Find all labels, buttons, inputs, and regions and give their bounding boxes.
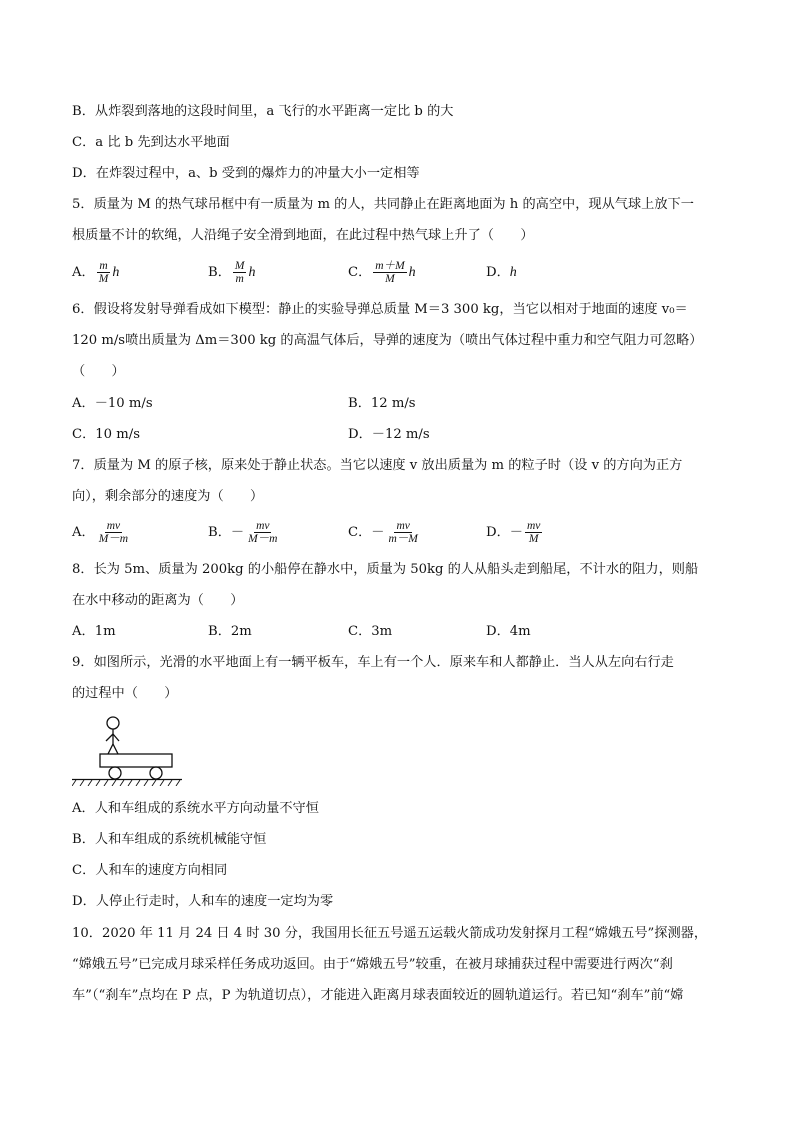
q5-option-b: B． $\frac{M}{m}$ h [208, 260, 256, 285]
cart-person-figure [72, 712, 182, 786]
q8-option-a: A．1m [72, 624, 116, 639]
q6-stem-line2: 120 m/s喷出质量为 Δm＝300 kg 的高温气体后，导弹的速度为（喷出气体过程中重力和空气阻力可忽略） [72, 333, 703, 348]
q4-option-d: D．在炸裂过程中，a、b 受到的爆炸力的冲量大小一定相等 [72, 166, 420, 181]
fraction: $\frac{mv}{m-M}$ [388, 520, 418, 545]
q6-stem-line1: 6．假设将发射导弹看成如下模型：静止的实验导弹总质量 M＝3 300 kg，当它以相对于地面的速度 v₀＝ [72, 302, 688, 317]
q8-option-c: C．3m [348, 624, 393, 639]
q6-stem-line3: （ ） [72, 364, 125, 379]
q7-option-d: D．－ $\frac{mv}{M}$ [486, 520, 541, 545]
q10-stem-line2: “嫦娥五号”已完成月球采样任务成功返回。由于“嫦娥五号”较重，在被月球捕获过程中需要进行两次“刹 [72, 957, 673, 972]
q5-stem-line1: 5．质量为 M 的热气球吊框中有一质量为 m 的人，共同静止在距离地面为 h 的高空中，现从气球上放下一 [72, 197, 694, 212]
q8-stem-line2: 在水中移动的距离为（ ） [72, 593, 244, 608]
q7-option-b: B．－ $\frac{mv}{M-m}$ [208, 520, 278, 545]
q9-option-a: A．人和车组成的系统水平方向动量不守恒 [72, 801, 319, 816]
cart-wheel-right [150, 767, 162, 779]
q5-option-d: D．h [486, 265, 517, 280]
q5-option-a: A． $\frac{m}{M}$ h [72, 260, 120, 285]
q9-option-d: D．人停止行走时，人和车的速度一定均为零 [72, 894, 334, 909]
fraction: $\frac{mv}{M}$ [526, 520, 541, 545]
q6-option-a: A．－10 m/s [72, 396, 153, 411]
fraction: $\frac{M}{m}$ [234, 260, 245, 285]
q8-option-b: B．2m [208, 624, 252, 639]
q9-option-b: B．人和车组成的系统机械能守恒 [72, 832, 267, 847]
q7-stem-line1: 7．质量为 M 的原子核，原来处于静止状态。当它以速度 v 放出质量为 m 的粒子时（设 v 的方向为正方 [72, 458, 683, 473]
fraction: $\frac{mv}{M-m}$ [98, 520, 129, 545]
q6-option-b: B．12 m/s [348, 396, 416, 411]
q5-stem-line2: 根质量不计的软绳，人沿绳子安全滑到地面，在此过程中热气球上升了（ ） [72, 228, 534, 243]
ground-hatching [72, 780, 180, 786]
q7-option-c: C．－ $\frac{mv}{m-M}$ [348, 520, 418, 545]
person-head [107, 717, 119, 729]
person-arm-left [106, 734, 113, 741]
q7-stem-line2: 向），剩余部分的速度为（ ） [72, 489, 264, 504]
person-leg-left [108, 744, 113, 754]
cart-wheel-left [109, 767, 121, 779]
q10-stem-line3: 车”（“刹车”点均在 P 点，P 为轨道切点），才能进入距离月球表面较近的圆轨道运行。若已知“刹车”前“嫦 [72, 988, 684, 1003]
fraction: $\frac{mv}{M-m}$ [248, 520, 278, 545]
cart-platform [100, 754, 172, 767]
q9-option-c: C．人和车的速度方向相同 [72, 863, 228, 878]
q4-option-c: C．a 比 b 先到达水平地面 [72, 135, 230, 150]
q5-option-c: C． $\frac{m+M}{M}$ h [348, 260, 416, 285]
q6-option-d: D．－12 m/s [348, 427, 430, 442]
q6-option-c: C．10 m/s [72, 427, 140, 442]
fraction: $\frac{m+M}{M}$ [375, 260, 405, 285]
fraction: $\frac{m}{M}$ [98, 260, 109, 285]
q8-option-d: D．4m [486, 624, 531, 639]
person-leg-right [113, 744, 118, 754]
q9-stem-line2: 的过程中（ ） [72, 686, 178, 701]
q4-option-b: B．从炸裂到落地的这段时间里，a 飞行的水平距离一定比 b 的大 [72, 104, 454, 119]
q8-stem-line1: 8．长为 5m、质量为 200kg 的小船停在静水中，质量为 50kg 的人从船头走到船尾，不计水的阻力，则船 [72, 562, 699, 577]
person-arm-right [113, 734, 119, 741]
q9-stem-line1: 9．如图所示，光滑的水平地面上有一辆平板车，车上有一个人．原来车和人都静止．当人从左向右行走 [72, 655, 674, 670]
q10-stem-line1: 10．2020 年 11 月 24 日 4 时 30 分，我国用长征五号遥五运载火箭成功发射探月工程“嫦娥五号”探测器， [72, 926, 708, 941]
q7-option-a: A． $\frac{mv}{M-m}$ [72, 520, 129, 545]
